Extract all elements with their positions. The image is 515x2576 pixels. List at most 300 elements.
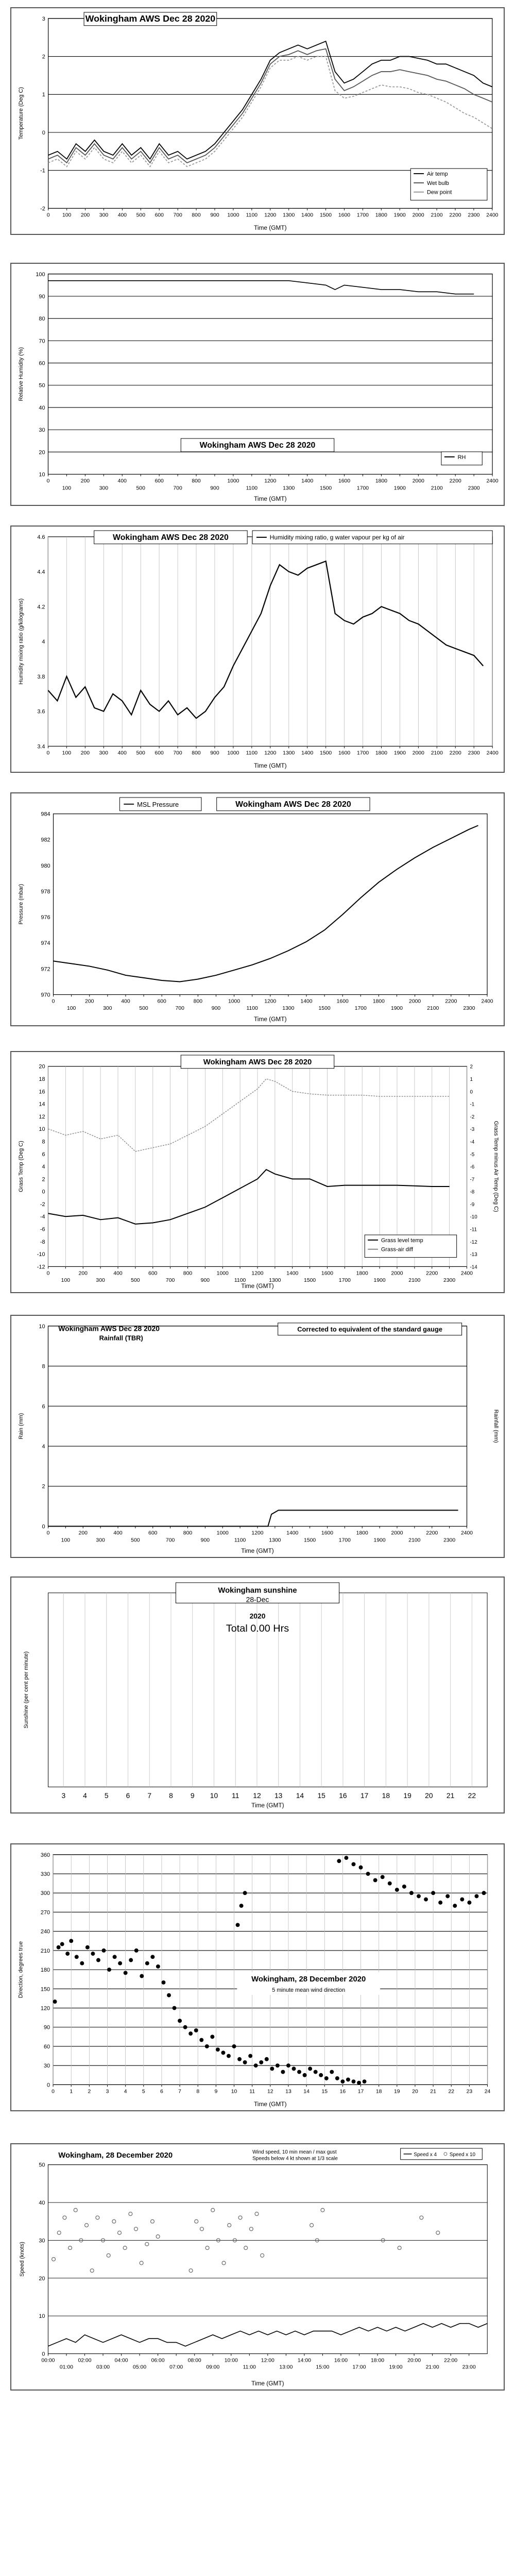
x-tick-label: 1 (70, 2089, 73, 2095)
x-tick-label: 2100 (408, 1537, 421, 1544)
wind-speed-chart (11, 2144, 504, 2389)
x-tick-label: 1100 (246, 485, 258, 492)
data-point (259, 2060, 263, 2064)
plot-area (48, 1593, 488, 1787)
x-tick-label: 4 (124, 2089, 127, 2095)
y-tick-label: 982 (41, 837, 50, 843)
x-tick-label: 03:00 (96, 2364, 110, 2370)
y-tick-label: -6 (40, 1226, 45, 1233)
legend-label: Air temp (426, 171, 448, 178)
rainfall-chart-panel (10, 1315, 505, 1558)
x-tick-label: 14:00 (297, 2358, 311, 2364)
chart-title: Wokingham sunshine (218, 1586, 297, 1595)
y-tick-label: 0 (42, 2351, 45, 2358)
x-tick-label: 14 (296, 1791, 304, 1800)
data-point (113, 1955, 117, 1959)
x-tick-label: 1200 (251, 1270, 264, 1277)
data-point (254, 2063, 258, 2067)
data-point (409, 1891, 414, 1895)
chart-title: Wokingham AWS Dec 28 2020 (85, 13, 216, 24)
data-point (292, 2066, 296, 2071)
x-tick-label: 500 (139, 1006, 148, 1012)
chart-total: Total 0.00 Hrs (226, 1623, 289, 1635)
x-tick-label: 11 (249, 2089, 255, 2095)
y-tick-label: -10 (37, 1251, 45, 1258)
x-tick-label: 02:00 (78, 2358, 92, 2364)
x-tick-label: 1200 (264, 750, 277, 756)
y-tick-label: 4.2 (37, 604, 45, 611)
y2-tick-label: -5 (470, 1151, 475, 1158)
data-point (388, 1882, 392, 1886)
legend-label: Speed x 10 (449, 2151, 475, 2158)
y-axis-label: Relative Humidity (%) (18, 347, 24, 401)
x-tick-label: 100 (62, 750, 72, 756)
y2-tick-label: -10 (470, 1214, 477, 1221)
x-tick-label: 600 (148, 1270, 158, 1277)
x-tick-label: 1800 (375, 750, 388, 756)
x-tick-label: 900 (210, 485, 219, 492)
x-tick-label: 1300 (269, 1278, 281, 1284)
x-tick-label: 19 (394, 2089, 400, 2095)
x-axis-label: Time (GMT) (253, 2100, 287, 2108)
x-tick-label: 100 (66, 1006, 76, 1012)
x-tick-label: 15 (321, 2089, 328, 2095)
y2-tick-label: 1 (470, 1077, 473, 1083)
y2-tick-label: -1 (470, 1101, 475, 1108)
y-tick-label: 30 (39, 2238, 45, 2244)
y-tick-label: 20 (39, 2275, 45, 2282)
x-tick-label: 500 (131, 1537, 140, 1544)
x-tick-label: 2300 (468, 212, 480, 218)
y-tick-label: 210 (40, 1947, 50, 1954)
chart-title: Wokingham AWS Dec 28 2020 (199, 440, 316, 450)
x-tick-label: 2000 (409, 998, 421, 1005)
x-tick-label: 1300 (283, 212, 295, 218)
y-axis-label: Pressure (mbar) (18, 884, 25, 925)
x-tick-label: 1200 (251, 1530, 264, 1536)
x-tick-label: 2400 (460, 1270, 473, 1277)
data-point (352, 1862, 356, 1866)
x-tick-label: 5 (104, 1791, 109, 1800)
x-tick-label: 06:00 (151, 2358, 165, 2364)
x-tick-label: 400 (121, 998, 130, 1005)
x-tick-label: 6 (126, 1791, 130, 1800)
data-point (243, 2060, 247, 2064)
data-point (314, 2070, 318, 2074)
y-axis-label: Humidity mixing ratio (g/kilograms) (18, 598, 24, 685)
x-tick-label: 1800 (375, 478, 388, 484)
y-tick-label: 984 (41, 811, 50, 818)
y-tick-label: 300 (40, 1890, 50, 1897)
x-tick-label: 200 (78, 1530, 88, 1536)
x-tick-label: 900 (210, 212, 219, 218)
y2-tick-label: -11 (470, 1227, 477, 1233)
x-tick-label: 1600 (338, 750, 351, 756)
data-point (145, 1961, 149, 1965)
x-tick-label: 22:00 (444, 2358, 458, 2364)
x-tick-label: 700 (173, 750, 182, 756)
y2-tick-label: -3 (470, 1127, 475, 1133)
data-point (286, 2063, 290, 2067)
data-point (276, 2063, 280, 2067)
legend-label: Grass level temp (381, 1237, 423, 1244)
x-tick-label: 700 (173, 212, 182, 218)
data-point (118, 1961, 122, 1965)
wind-direction-chart-panel (10, 1843, 505, 2111)
x-tick-label: 11:00 (243, 2364, 256, 2370)
wind-direction-chart (11, 1844, 504, 2110)
x-tick-label: 6 (160, 2089, 163, 2095)
x-tick-label: 400 (117, 212, 127, 218)
y-tick-label: 1 (42, 92, 45, 98)
data-point (107, 1968, 111, 1972)
x-tick-label: 1900 (373, 1537, 386, 1544)
x-axis-label: Time (GMT) (251, 2380, 284, 2387)
y-tick-label: 2 (42, 1483, 45, 1490)
x-tick-label: 200 (80, 478, 90, 484)
data-point (402, 1885, 406, 1889)
x-tick-label: 10 (210, 1791, 218, 1800)
x-tick-label: 1700 (356, 485, 369, 492)
data-point (167, 1993, 171, 1997)
y2-tick-label: -6 (470, 1164, 475, 1171)
x-tick-label: 0 (46, 478, 50, 484)
x-tick-label: 21 (446, 1791, 455, 1800)
x-tick-label: 1900 (373, 1278, 386, 1284)
x-tick-label: 1000 (216, 1270, 229, 1277)
x-axis-label: Time (GMT) (254, 1015, 287, 1023)
chart-note: Speeds below 4 kt shown at 1/3 scale (252, 2156, 338, 2162)
chart-title: Wokingham AWS Dec 28 2020 (113, 533, 229, 542)
y-tick-label: 90 (43, 2024, 50, 2031)
y-tick-label: 978 (41, 888, 50, 895)
x-tick-label: 500 (136, 485, 145, 492)
y-tick-label: 3.8 (37, 673, 45, 680)
y-tick-label: -2 (40, 206, 45, 212)
x-tick-label: 1200 (264, 212, 277, 218)
y-tick-label: -8 (40, 1239, 45, 1245)
y2-tick-label: -9 (470, 1201, 475, 1208)
data-point (216, 2047, 220, 2052)
data-point (65, 1952, 70, 1956)
x-tick-label: 12:00 (261, 2358, 274, 2364)
x-tick-label: 1200 (264, 478, 277, 484)
x-tick-label: 1300 (282, 1006, 295, 1012)
x-tick-label: 1200 (264, 998, 277, 1005)
x-tick-label: 22 (468, 1791, 476, 1800)
x-tick-label: 1500 (304, 1537, 316, 1544)
x-tick-label: 700 (175, 1006, 184, 1012)
x-tick-label: 400 (113, 1530, 123, 1536)
x-tick-label: 2400 (486, 212, 499, 218)
x-axis-label: Time (GMT) (253, 762, 287, 770)
x-tick-label: 200 (85, 998, 94, 1005)
x-tick-label: 800 (192, 478, 201, 484)
y2-tick-label: -12 (470, 1239, 477, 1245)
y-tick-label: 0 (42, 129, 45, 136)
y2-tick-label: 0 (470, 1089, 473, 1095)
x-tick-label: 700 (173, 485, 182, 492)
x-tick-label: 300 (96, 1537, 105, 1544)
data-point (381, 1875, 385, 1879)
y-tick-label: 20 (39, 1063, 45, 1070)
x-tick-label: 2300 (443, 1278, 456, 1284)
x-tick-label: 19 (403, 1791, 411, 1800)
x-axis-label: Time (GMT) (254, 495, 287, 503)
y-axis-label: Temperature (Deg C) (18, 87, 25, 140)
y-tick-label: 974 (41, 940, 50, 947)
x-tick-label: 16:00 (334, 2358, 348, 2364)
x-tick-label: 1000 (227, 750, 239, 756)
data-point (474, 1894, 478, 1899)
x-tick-label: 500 (136, 750, 145, 756)
data-point (243, 1891, 247, 1895)
grass-temp-chart-panel (10, 1051, 505, 1293)
x-tick-label: 16 (339, 1791, 347, 1800)
data-point (265, 2057, 269, 2061)
y-tick-label: 976 (41, 914, 50, 921)
y-tick-label: 150 (40, 1986, 50, 1993)
y-tick-label: 240 (40, 1928, 50, 1935)
data-point (221, 2050, 225, 2055)
y-tick-label: 80 (39, 316, 45, 323)
x-tick-label: 1600 (338, 212, 351, 218)
data-point (194, 2028, 198, 2032)
chart-title: Wokingham AWS Dec 28 2020 (235, 800, 351, 809)
x-axis-label: Time (GMT) (254, 224, 287, 232)
data-point (239, 1904, 244, 1908)
data-point (150, 1955, 154, 1959)
y2-tick-label: -4 (470, 1139, 475, 1145)
x-tick-label: 2400 (486, 478, 499, 484)
y-tick-label: 0 (47, 2082, 50, 2089)
x-tick-label: 1500 (304, 1278, 316, 1284)
y-tick-label: 2 (42, 54, 45, 60)
data-point (424, 1897, 428, 1902)
y2-tick-label: -8 (470, 1189, 475, 1195)
x-tick-label: 1300 (283, 485, 295, 492)
x-tick-label: 2200 (445, 998, 457, 1005)
y-tick-label: 4 (42, 639, 45, 646)
y-tick-label: -2 (40, 1201, 45, 1208)
x-tick-label: 1000 (228, 998, 241, 1005)
y-tick-label: -1 (40, 167, 45, 174)
legend-label: Grass-air diff (381, 1246, 414, 1253)
x-tick-label: 08:00 (187, 2358, 201, 2364)
x-tick-label: 1000 (227, 478, 239, 484)
x-tick-label: 300 (96, 1278, 105, 1284)
x-tick-label: 17 (360, 1791, 369, 1800)
data-point (308, 2066, 312, 2071)
x-tick-label: 18 (375, 2089, 382, 2095)
x-tick-label: 19:00 (389, 2364, 403, 2370)
x-tick-label: 1300 (269, 1537, 281, 1544)
y-tick-label: 60 (39, 360, 45, 367)
x-tick-label: 1300 (283, 750, 295, 756)
data-point (69, 1939, 73, 1943)
y-tick-label: 30 (39, 427, 45, 434)
y-tick-label: 972 (41, 966, 50, 973)
data-point (324, 2076, 329, 2080)
x-tick-label: 2200 (426, 1270, 438, 1277)
x-tick-label: 900 (200, 1537, 210, 1544)
x-tick-label: 1500 (320, 750, 332, 756)
y2-tick-label: -13 (470, 1252, 477, 1258)
x-tick-label: 7 (147, 1791, 152, 1800)
data-point (417, 1894, 421, 1899)
x-tick-label: 2000 (391, 1530, 403, 1536)
data-point (359, 1866, 363, 1870)
y-tick-label: 40 (39, 404, 45, 411)
y-tick-label: 8 (42, 1363, 45, 1370)
y-tick-label: 18 (39, 1076, 45, 1083)
x-tick-label: 04:00 (114, 2358, 128, 2364)
y-tick-label: 3.4 (37, 743, 45, 750)
data-point (85, 1945, 90, 1950)
y-tick-label: 16 (39, 1089, 45, 1095)
x-axis-label: Time (GMT) (241, 1282, 274, 1290)
x-tick-label: 12 (267, 2089, 273, 2095)
y-tick-label: 330 (40, 1871, 50, 1878)
x-tick-label: 13 (285, 2089, 291, 2095)
x-tick-label: 07:00 (169, 2364, 183, 2370)
data-point (237, 2057, 242, 2061)
x-tick-label: 1000 (227, 212, 239, 218)
x-tick-label: 400 (113, 1270, 123, 1277)
data-point (96, 1958, 100, 1962)
x-tick-label: 100 (61, 1537, 71, 1544)
x-tick-label: 1700 (356, 212, 369, 218)
x-tick-label: 0 (46, 1270, 50, 1277)
x-tick-label: 1400 (301, 212, 314, 218)
x-tick-label: 4 (83, 1791, 87, 1800)
plot-area (54, 814, 488, 995)
data-point (183, 2025, 187, 2029)
sunshine-chart-panel (10, 1577, 505, 1814)
x-tick-label: 3 (61, 1791, 66, 1800)
data-point (270, 2066, 274, 2071)
data-point (227, 2054, 231, 2058)
data-point (53, 1999, 57, 2004)
data-point (319, 2073, 323, 2077)
y-axis-label: Grass Temp (Deg C) (18, 1141, 24, 1192)
y-tick-label: 4 (42, 1444, 45, 1450)
y-axis-label: Rain (mm) (18, 1413, 24, 1439)
x-tick-label: 1700 (356, 750, 369, 756)
y-tick-label: 4 (42, 1164, 45, 1171)
x-tick-label: 1800 (356, 1530, 368, 1536)
x-tick-label: 05:00 (133, 2364, 147, 2370)
x-tick-label: 1100 (234, 1278, 246, 1284)
x-tick-label: 1700 (338, 1537, 351, 1544)
x-tick-label: 1500 (319, 212, 332, 218)
data-point (330, 2070, 334, 2074)
y-tick-label: 180 (40, 1967, 50, 1974)
x-tick-label: 2 (88, 2089, 91, 2095)
x-tick-label: 13:00 (279, 2364, 293, 2370)
y-tick-label: 50 (39, 382, 45, 389)
humidity-chart-panel (10, 263, 505, 506)
y-tick-label: 30 (43, 2063, 50, 2070)
x-tick-label: 1700 (354, 1006, 367, 1012)
x-tick-label: 100 (61, 1278, 71, 1284)
chart-title: Wokingham AWS Dec 28 2020 (58, 1324, 160, 1333)
x-tick-label: 0 (46, 750, 50, 756)
y-axis-label: Direction, degrees true (18, 1941, 24, 1998)
chart-title: Wokingham, 28 December 2020 (251, 1975, 366, 1984)
x-tick-label: 1900 (390, 1006, 403, 1012)
chart-note: Wind speed, 10 min mean / max gust (252, 2149, 337, 2155)
data-point (357, 2081, 361, 2085)
pressure-chart-panel (10, 792, 505, 1026)
data-point (366, 1872, 370, 1876)
legend-label: MSL Pressure (137, 800, 179, 808)
x-tick-label: 1000 (216, 1530, 229, 1536)
data-point (281, 2070, 285, 2074)
data-point (156, 1964, 160, 1969)
x-tick-label: 23 (466, 2089, 473, 2095)
x-tick-label: 00:00 (41, 2358, 55, 2364)
y2-tick-label: 2 (470, 1064, 473, 1070)
x-tick-label: 600 (154, 750, 164, 756)
x-tick-label: 2300 (468, 750, 480, 756)
data-point (140, 1974, 144, 1978)
data-point (337, 1859, 341, 1863)
legend-label: Humidity mixing ratio, g water vapour per kg of air (269, 533, 405, 541)
y-tick-label: 6 (42, 1151, 45, 1158)
x-tick-label: 23:00 (462, 2364, 476, 2370)
x-tick-label: 1400 (286, 1530, 299, 1536)
x-tick-label: 01:00 (59, 2364, 73, 2370)
y2-tick-label: -7 (470, 1177, 475, 1183)
y-tick-label: 40 (39, 2200, 45, 2207)
data-point (248, 2054, 252, 2058)
x-tick-label: 5 (142, 2089, 145, 2095)
x-tick-label: 24 (484, 2089, 491, 2095)
legend-label: Dew point (426, 189, 452, 196)
x-tick-label: 2200 (449, 478, 461, 484)
wind-speed-chart-panel (10, 2143, 505, 2391)
x-tick-label: 20:00 (407, 2358, 421, 2364)
y2-axis-label: Rainfall (mm) (493, 1409, 500, 1443)
x-tick-label: 800 (183, 1530, 193, 1536)
x-tick-label: 2100 (431, 750, 443, 756)
data-point (75, 1955, 79, 1959)
x-tick-label: 17:00 (352, 2364, 366, 2370)
x-tick-label: 800 (192, 212, 201, 218)
x-tick-label: 700 (165, 1278, 175, 1284)
x-tick-label: 600 (157, 998, 166, 1005)
y-tick-label: 3 (42, 15, 45, 22)
y-tick-label: 10 (39, 2313, 45, 2320)
x-tick-label: 18 (382, 1791, 390, 1800)
x-tick-label: 17 (357, 2089, 364, 2095)
x-tick-label: 1100 (246, 1006, 258, 1012)
x-tick-label: 300 (99, 485, 108, 492)
x-tick-label: 300 (99, 750, 108, 756)
x-tick-label: 8 (169, 1791, 173, 1800)
x-tick-label: 0 (52, 998, 55, 1005)
x-tick-label: 1900 (393, 485, 406, 492)
x-tick-label: 600 (154, 212, 164, 218)
data-point (445, 1894, 450, 1899)
data-point (129, 1958, 133, 1962)
sunshine-chart (11, 1578, 504, 1812)
x-tick-label: 2000 (412, 750, 424, 756)
data-point (161, 1980, 165, 1985)
x-tick-label: 20 (425, 1791, 433, 1800)
data-point (173, 2006, 177, 2010)
